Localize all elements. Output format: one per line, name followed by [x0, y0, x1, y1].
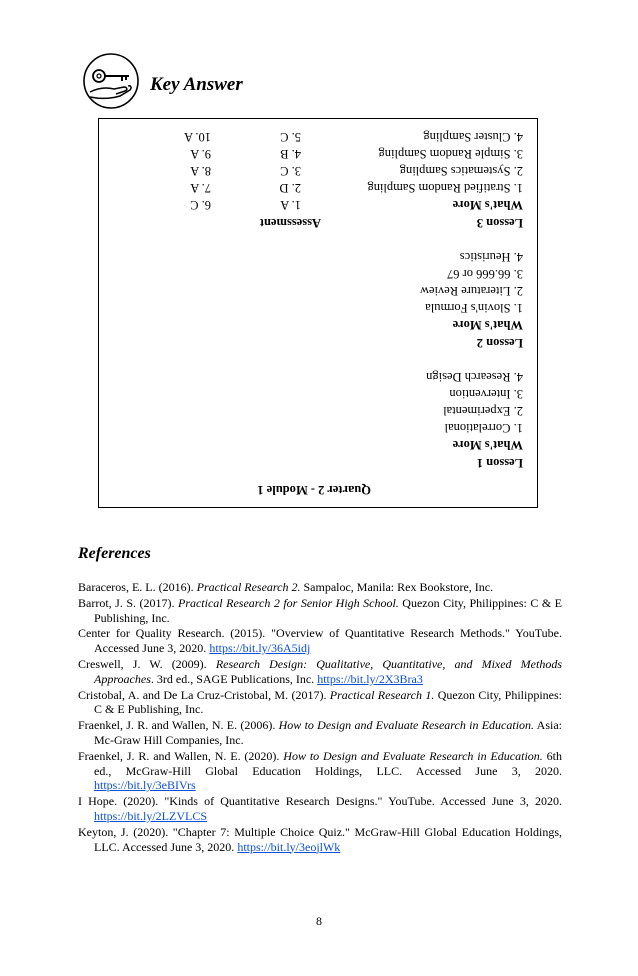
assessment-answer: 7. A [190, 181, 211, 195]
assessment-answer: 5. C [280, 130, 301, 144]
page-number: 8 [316, 914, 322, 928]
lesson2-answer: 4. Heuristics [459, 250, 523, 264]
lesson2-answer: 2. Literature Review [419, 284, 523, 298]
lesson3-whats-more: What's More [452, 198, 523, 212]
lesson2-label: Lesson 2 [476, 336, 523, 350]
lesson3-label: Lesson 3 [476, 216, 523, 230]
lesson3-answer: 1. Stratified Random Sampling [367, 181, 523, 195]
reference-link[interactable]: https://bit.ly/2X3Bra3 [317, 671, 423, 686]
reference-entry: Fraenkel, J. R. and Wallen, N. E. (2020). How to Design and Evaluate Research in Education. 6th ed., McGraw-Hill Global Education Holdings, LLC. Accessed June 3, 2020. https://bit.ly/3eBIVrs [78, 748, 562, 793]
lesson1-label: Lesson 1 [476, 456, 523, 470]
key-answer-title: Key Answer [150, 74, 243, 95]
assessment-answer: 1. A [280, 198, 301, 212]
assessment-answer: 8. A [190, 164, 211, 178]
lesson1-answer: 1. Correlational [444, 421, 523, 435]
lesson2-answer: 3. 66.666 or 67 [446, 267, 523, 281]
lesson1-answer: 3. Intervention [449, 387, 523, 401]
assessment-answer: 3. C [280, 164, 301, 178]
reference-entry: Creswell, J. W. (2009). Research Design: Qualitative, Quantitative, and Mixed Methods Approaches. 3rd ed., SAGE Publications, Inc. https://bit.ly/2X3Bra3 [78, 656, 563, 686]
lesson3-answer: 2. Systematics Sampling [399, 164, 523, 178]
reference-entry: Fraenkel, J. R. and Wallen, N. E. (2006). How to Design and Evaluate Research in Education. Asia: Mc-Graw Hill Companies, Inc. [78, 718, 562, 747]
assessment-answer: 10. A [183, 130, 211, 144]
references-heading: References [78, 545, 151, 562]
reference-link[interactable]: https://bit.ly/2LZVLCS [94, 808, 208, 823]
lesson2-whats-more: What's More [452, 318, 523, 332]
reference-entry: I Hope. (2020). "Kinds of Quantitative Research Designs." YouTube. Accessed June 3, 2020. https://bit.ly/2LZVLCS [78, 794, 562, 823]
lesson3-answer: 3. Simple Random Sampling [378, 147, 523, 161]
assessment-label: Assessment [259, 216, 321, 230]
reference-entry: Center for Quality Research. (2015). "Overview of Quantitative Research Methods." YouTube. Accessed June 3, 2020. https://bit.ly/36A5idj [78, 626, 562, 656]
key-hand-logo-icon [82, 52, 140, 110]
lesson3-answer: 4. Cluster Sampling [423, 130, 523, 144]
references-list [78, 580, 562, 855]
answer-key-content-rotated [99, 119, 537, 507]
reference-link[interactable]: https://bit.ly/3eojlWk [237, 839, 341, 854]
reference-link[interactable]: https://bit.ly/3eBIVrs [94, 778, 196, 793]
lesson1-whats-more: What's More [452, 438, 523, 452]
lesson1-answer: 4. Research Design [426, 370, 523, 384]
assessment-answer: 2. D [279, 181, 301, 195]
lesson2-answer: 1. Slovin's Formula [425, 301, 523, 315]
reference-link[interactable]: https://bit.ly/36A5idj [209, 641, 311, 656]
assessment-answer: 4. B [280, 147, 301, 161]
reference-entry: Keyton, J. (2020). "Chapter 7: Multiple Choice Quiz." McGraw-Hill Global Education Holdings, LLC. Accessed June 3, 2020. https://bit.ly/3eojlWk [78, 824, 562, 854]
assessment-answer: 9. A [190, 147, 211, 161]
reference-entry: Barrot, J. S. (2017). Practical Research 2 for Senior High School. Quezon City, Philippines: C & E Publishing, Inc. [78, 595, 563, 625]
answer-key-box [98, 118, 538, 508]
lesson1-answer: 2. Experimental [443, 404, 523, 418]
reference-entry: Cristobal, A. and De La Cruz-Cristobal, M. (2017). Practical Research 1. Quezon City, Philippines: C & E Publishing, Inc. [78, 687, 562, 717]
quarter-title: Quarter 2 - Module 1 [257, 483, 371, 497]
reference-entry: Baraceros, E. L. (2016). Practical Research 2. Sampaloc, Manila: Rex Bookstore, Inc. [78, 580, 494, 594]
assessment-answer: 6. C [190, 198, 211, 212]
